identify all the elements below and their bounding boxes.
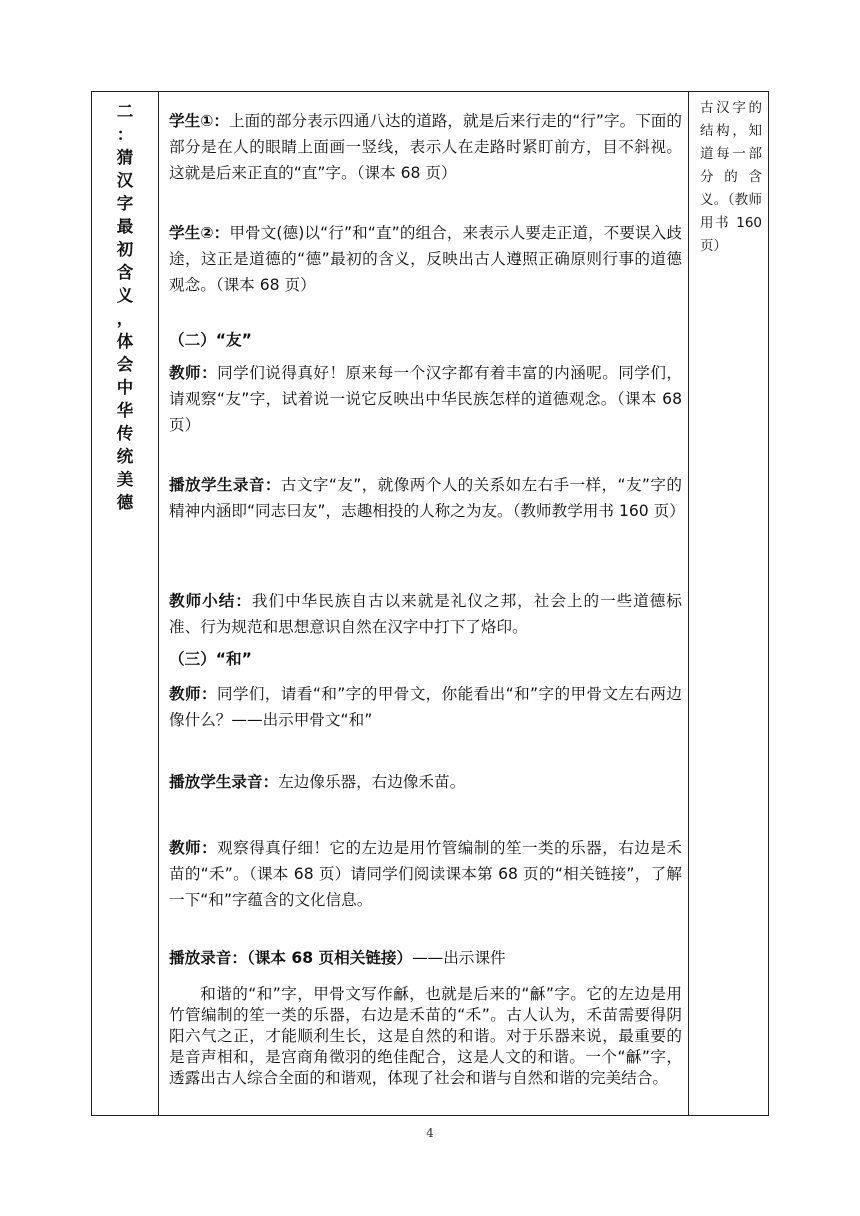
recording-paragraph: 播放学生录音：古文字“友”，就像两个人的关系如左右手一样，“友”字的精神内涵即“同志曰友”，志趣相投的人称之为友。（教师教学用书 160 页）: [169, 476, 685, 520]
section-title-char: 汉: [116, 171, 134, 190]
section-title-char: 中: [116, 378, 134, 397]
speaker-label: 教师小结：: [169, 592, 252, 610]
section-title-char: 含: [116, 263, 134, 282]
column-divider: [688, 92, 689, 1115]
section-title-char: 最: [116, 217, 134, 236]
student-2-paragraph: 学生②：甲骨文(德)以“行”和“直”的组合，来表示人要走正道，不要误入歧途，这正是道德的“德”最初的含义，反映出古人遵照正确原则行事的道德观念。（课本 68 页）: [169, 224, 683, 294]
speaker-label: 教师：: [169, 364, 218, 382]
subsection-heading-he: （三）“和”: [169, 650, 252, 668]
section-title-char: 体: [116, 332, 134, 351]
lesson-content: [169, 92, 685, 1115]
speaker-label: 播放学生录音：: [169, 773, 279, 791]
section-title-char: ：: [116, 125, 134, 144]
teacher-summary-paragraph: 教师小结：我们中华民族自古以来就是礼仪之邦，社会上的一些道德标准、行为规范和思想意识自然在汉字中打下了烙印。: [169, 592, 682, 636]
section-title-char: 义: [116, 286, 134, 305]
recording-link-paragraph: 播放录音：（课本 68 页相关链接）——出示课件: [169, 949, 506, 967]
section-title-char: 华: [116, 401, 134, 420]
section-title-char: 二: [116, 102, 134, 121]
section-title-char: 初: [116, 240, 134, 259]
teacher-explanation-paragraph: 教师：观察得真仔细！它的左边是用竹管编制的笙一类的乐器，右边是禾苗的“禾”。（课本 68 页）请同学们阅读课本第 68 页的“相关链接”，了解一下“和”字蕴含的文化信息。: [169, 839, 682, 909]
section-title-char: 传: [116, 424, 134, 443]
page-number: 4: [426, 1126, 434, 1140]
teacher-question-paragraph: 教师：同学们，请看“和”字的甲骨文，你能看出“和”字的甲骨文左右两边像什么？——出示甲骨文“和”: [169, 685, 682, 729]
subsection-heading-you: （二）“友”: [169, 331, 252, 349]
column-divider: [158, 92, 159, 1115]
teacher-paragraph: 教师：同学们说得真好！原来每一个汉字都有着丰富的内涵呢。同学们，请观察“友”字，试着说一说它反映出中华民族怎样的道德观念。（课本 68 页）: [169, 364, 682, 434]
speaker-label: 学生①：: [169, 112, 230, 130]
section-title-char: 字: [116, 194, 134, 213]
section-title-char: ，: [116, 309, 134, 328]
student-1-paragraph: 学生①：上面的部分表示四通八达的道路，就是后来行走的“行”字。下面的部分是在人的眼睛上面画一竖线，表示人在走路时紧盯前方，目不斜视。这就是后来正直的“直”字。（课本 68 页）: [169, 112, 682, 182]
recording-answer-paragraph: 播放学生录音：左边像乐器，右边像禾苗。: [169, 773, 466, 791]
speaker-label: 教师：: [169, 839, 218, 857]
section-title-char: 德: [116, 493, 134, 512]
lesson-table: [91, 91, 769, 1116]
speaker-label: 播放学生录音：: [169, 476, 281, 494]
section-title-char: 统: [116, 447, 134, 466]
related-link-text: 和谐的“和”字，甲骨文写作龢，也就是后来的“龢”字。它的左边是用竹管编制的笙一类的乐器，右边是禾苗的“禾”。古人认为，禾苗需要得阴阳六气之正，才能顺利生长，这是自然的和谐。对于乐器来说，最重要的是音声相和，是宫商角徵羽的绝佳配合，这是人文的和谐。一个“龢”字，透露出古人综合全面的和谐观，体现了社会和谐与自然和谐的完美结合。: [169, 985, 682, 1087]
speaker-label: 学生②：: [169, 224, 230, 242]
section-title-char: 美: [116, 470, 134, 489]
speaker-label: 播放录音：（课本 68 页相关链接）: [169, 949, 413, 967]
design-intent-note: 古汉字的结构，知道每一部分的含义。（教师用书 160 页）: [700, 100, 762, 254]
section-title-column: [92, 92, 158, 1123]
section-title-char: 会: [116, 355, 134, 374]
speaker-label: 教师：: [169, 685, 217, 703]
section-title-char: 猜: [116, 148, 134, 167]
